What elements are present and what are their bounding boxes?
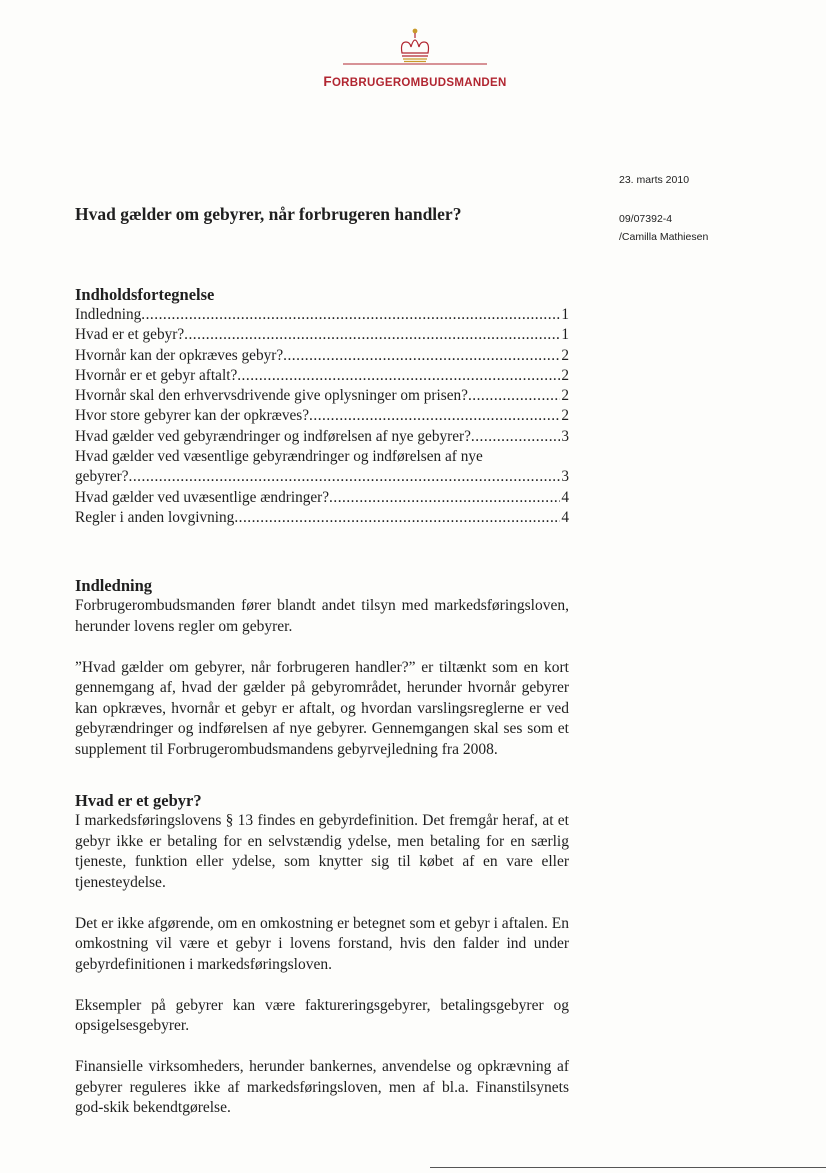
toc-entry[interactable]: Hvad gælder ved gebyrændringer og indførelsen af nye gebyrer? ..... 3 [75, 427, 569, 447]
toc-entry[interactable]: Hvor store gebyrer kan der opkræves? ..... 2 [75, 406, 569, 426]
paragraph: Eksempler på gebyrer kan være faktureringsgebyrer, betalingsgebyrer og opsigelsesgebyrer. [75, 996, 569, 1034]
toc-entry[interactable]: Regler i anden lovgivning ..... 4 [75, 508, 569, 528]
toc-entry[interactable]: Hvad gælder ved uvæsentlige ændringer? ..... 4 [75, 488, 569, 508]
table-of-contents [75, 285, 569, 528]
toc-heading: Indholdsfortegnelse [75, 285, 215, 304]
paragraph: Forbrugerombudsmanden fører blandt andet tilsyn med markedsføringsloven, herunder lovens regler om gebyrer. [75, 597, 569, 635]
document-date: 23. marts 2010 [619, 174, 690, 186]
toc-entry[interactable]: Hvornår kan der opkræves gebyr? ..... 2 [75, 346, 569, 366]
document-title: Hvad gælder om gebyrer, når forbrugeren handler? [75, 204, 462, 224]
section-heading: Hvad er et gebyr? [75, 791, 202, 810]
section-heading: Indledning [75, 576, 153, 595]
paragraph: Finansielle virksomheders, herunder bankernes, anvendelse og opkrævning af gebyrer reguleres ikke af markedsføringsloven, men af bl.a. Finanstilsynets god-skik bekendtgørelse. [75, 1058, 569, 1116]
toc-entry-line1[interactable]: Hvad gælder ved væsentlige gebyrændringer og indførelsen af nye [75, 448, 483, 466]
toc-entry[interactable]: Hvad er et gebyr? ..... 1 [75, 325, 569, 345]
section-what-is-fee [75, 791, 569, 1119]
author: /Camilla Mathiesen [619, 231, 709, 243]
paragraph: ”Hvad gælder om gebyrer, når forbrugeren handler?” er tiltænkt som en kort gennemgang af, hvad der gælder på gebyrområdet, herunder hvornår gebyrer kan opkræves, hvornår et gebyr er aftalt, og hvordan varslingsreglerne er ved gebyrændringer og indførelsen af nye gebyrer. Gennemgangen skal ses som et supplement til Forbrugerombudsmandens gebyrvejledning fra 2008. [75, 658, 569, 758]
section-introduction [75, 576, 569, 760]
paragraph: Det er ikke afgørende, om en omkostning er betegnet som et gebyr i aftalen. En omkostning vil være et gebyr i lovens forstand, hvis den falder ind under gebyrdefinitionen i markedsføringsloven. [75, 914, 569, 973]
logo-wordmark: FORBRUGEROMBUDSMANDEN [323, 74, 507, 89]
toc-entry[interactable]: gebyrer? ..... 3 [75, 467, 569, 487]
case-number: 09/07392-4 [619, 213, 673, 225]
toc-entry[interactable]: Indledning ..... 1 [75, 305, 569, 325]
crown-icon [305, 26, 525, 70]
toc-entry[interactable]: Hvornår er et gebyr aftalt? ..... 2 [75, 366, 569, 386]
paragraph: I markedsføringslovens § 13 findes en gebyrdefinition. Det fremgår heraf, at et gebyr ikke er betaling for en selvstændig ydelse, men betaling for en særlig tjeneste, funktion eller ydelse, som knytter sig til købet af en vare eller tjenesteydelse. [75, 812, 569, 891]
toc-entry[interactable]: Hvornår skal den erhvervsdrivende give oplysninger om prisen? ..... 2 [75, 386, 569, 406]
logo [305, 26, 525, 96]
page-edge-rule [430, 1167, 826, 1168]
